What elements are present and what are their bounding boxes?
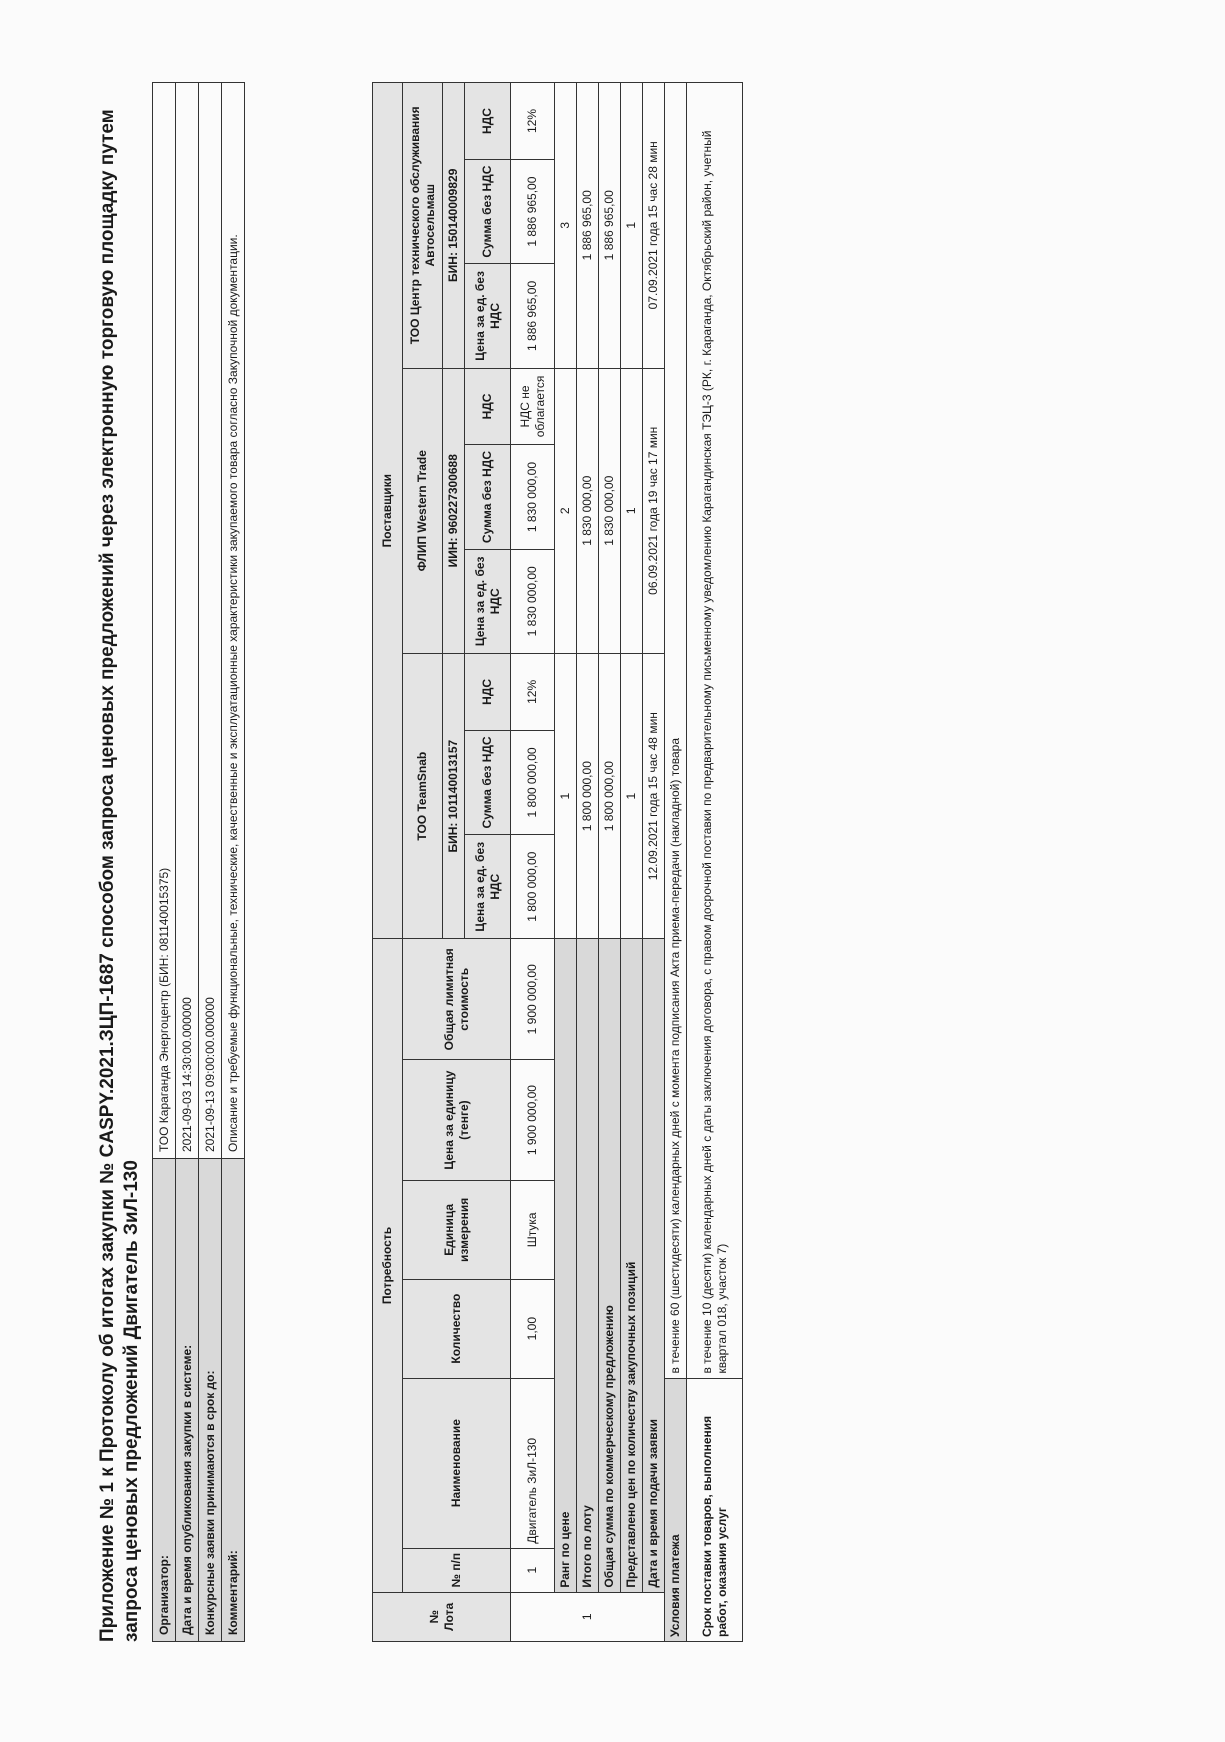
lot-number: 1 [511,1592,665,1641]
header-qty: Количество [403,1279,511,1378]
supplier-3-sum: 1 886 965,00 [511,159,555,263]
supplier-3-name: ТОО Центр технического обслуживания Автосельмаш [403,83,443,369]
item-price: 1 900 000,00 [511,1060,555,1181]
supplier-3-commercial-total: 1 886 965,00 [599,83,621,369]
info-value: Описание и требуемые функциональные, технические, качественные и эксплуатационные характеристики закупаемого товара согласно Закупочной документации. [222,83,245,1159]
info-value: 2021-09-13 09:00:00.000000 [199,83,222,1159]
lot-total-label: Итого по лоту [577,939,599,1592]
header-price: Цена за единицу (тенге) [403,1060,511,1181]
supplier-2-commercial-total: 1 830 000,00 [599,368,621,653]
header-pos-no: № п/п [403,1548,511,1592]
supplier-2-unit-price: 1 830 000,00 [511,549,555,653]
supplier-2-lot-total: 1 830 000,00 [577,368,599,653]
supplier-3-vat: 12% [511,83,555,160]
info-value: 2021-09-03 14:30:00.000000 [176,83,199,1159]
supplier-2-vat: НДС не облагается [511,368,555,445]
delivery-label: Срок поставки товаров, выполнения работ, оказания услуг [687,1378,743,1641]
supplier-3-bin: БИН: 150140009829 [443,83,465,369]
header-unit-price: Цена за ед. без НДС [465,835,511,939]
prices-count-row [621,83,643,1642]
supplier-3-prices-count: 1 [621,83,643,369]
header-total: Общая лимитная стоимость [403,939,511,1060]
supplier-2-rank: 2 [555,368,577,653]
delivery-row [687,83,743,1642]
prices-count-label: Представлено цен по количеству закупочных позиций [621,939,643,1592]
supplier-1-commercial-total: 1 800 000,00 [599,653,621,938]
supplier-2-name: ФЛИП Western Trade [403,368,443,653]
supplier-1-lot-total: 1 800 000,00 [577,653,599,938]
item-row [511,83,555,1642]
info-label: Организатор: [153,1159,176,1642]
header-unit: Единица измерения [403,1180,511,1279]
item-qty: 1,00 [511,1279,555,1378]
item-pos: 1 [511,1548,555,1592]
supplier-1-datetime: 12.09.2021 года 15 час 48 мин [643,653,665,938]
header-row-2 [403,83,443,1642]
header-unit-price: Цена за ед. без НДС [465,549,511,653]
rank-row [555,83,577,1642]
rank-label: Ранг по цене [555,939,577,1592]
supplier-1-unit-price: 1 800 000,00 [511,835,555,939]
header-sum: Сумма без НДС [465,159,511,263]
item-name: Двигатель ЗиЛ-130 [511,1378,555,1548]
supplier-3-unit-price: 1 886 965,00 [511,264,555,368]
item-total: 1 900 000,00 [511,939,555,1060]
supplier-3-lot-total: 1 886 965,00 [577,83,599,369]
commercial-total-row [599,83,621,1642]
header-sum: Сумма без НДС [465,445,511,549]
header-name: Наименование [403,1378,511,1548]
supplier-2-bin: ИИН: 960227300688 [443,368,465,653]
info-row-comment [222,83,245,1642]
document-title: Приложение № 1 к Протоколу об итогах закупки № CASPY.2021.ЗЦП-1687 способом запроса ценовых предложений через электронную торговую площадку путем запроса ценовых предложений Двигатель ЗиЛ-130 [97,109,142,1642]
delivery-terms: в течение 10 (десяти) календарных дней с даты заключения договора, с правом досрочной поставки по предварительному письменному уведомлению Карагандинская ТЭЦ-3 (РК, г. Караганда, Октябрьский район, учетный квартал 018, участок 7) [687,83,743,1379]
header-unit-price: Цена за ед. без НДС [465,264,511,368]
supplier-1-rank: 1 [555,653,577,938]
supplier-2-prices-count: 1 [621,368,643,653]
datetime-row [643,83,665,1642]
item-unit: Штука [511,1180,555,1279]
supplier-1-vat: 12% [511,653,555,730]
supplier-1-bin: БИН: 101140013157 [443,653,465,938]
supplier-1-name: ТОО TeamSnab [403,653,443,938]
datetime-label: Дата и время подачи заявки [643,939,665,1592]
info-row-deadline [199,83,222,1642]
supplier-1-prices-count: 1 [621,653,643,938]
header-vat: НДС [465,83,511,160]
info-row-published [176,83,199,1642]
info-label: Конкурсные заявки принимаются в срок до: [199,1159,222,1642]
supplier-3-datetime: 07.09.2021 года 15 час 28 мин [643,83,665,369]
header-suppliers: Поставщики [373,83,403,939]
info-label: Комментарий: [222,1159,245,1642]
payment-terms: в течение 60 (шестидесяти) календарных дней с момента подписания Акта приема-передачи (накладной) товара [665,83,687,1379]
supplier-2-datetime: 06.09.2021 года 19 час 17 мин [643,368,665,653]
header-vat: НДС [465,368,511,445]
suppliers-table [372,82,743,1642]
lot-total-row [577,83,599,1642]
supplier-2-sum: 1 830 000,00 [511,445,555,549]
info-table [152,82,245,1642]
supplier-3-rank: 3 [555,83,577,369]
header-need: Потребность [373,939,403,1592]
commercial-total-label: Общая сумма по коммерческому предложению [599,939,621,1592]
info-row-organizer [153,83,176,1642]
info-label: Дата и время опубликования закупки в системе: [176,1159,199,1642]
header-sum: Сумма без НДС [465,730,511,834]
info-value: ТОО Караганда Энергоцентр (БИН: 081140015375) [153,83,176,1159]
supplier-1-sum: 1 800 000,00 [511,730,555,834]
payment-row [665,83,687,1642]
header-row-1 [373,83,403,1642]
payment-label: Условия платежа [665,1378,687,1641]
document-header [96,82,245,1642]
header-vat: НДС [465,653,511,730]
header-lot-no: № Лота [373,1592,511,1641]
